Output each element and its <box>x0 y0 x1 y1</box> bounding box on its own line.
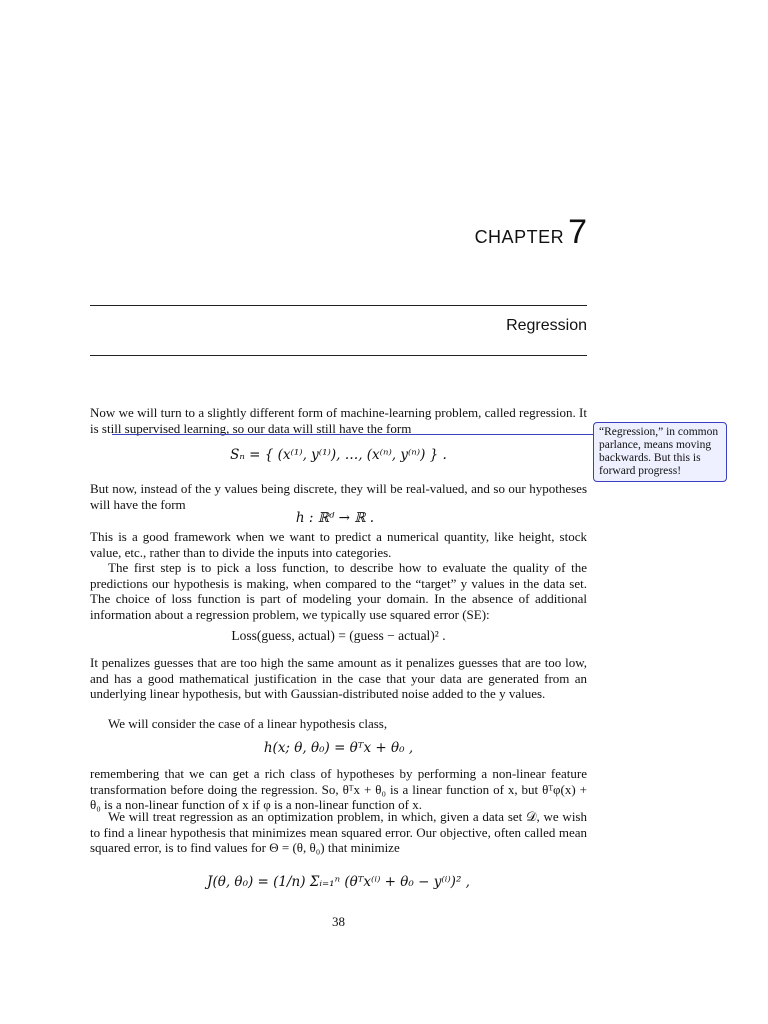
paragraph-6: We will consider the case of a linear hypothesis class, <box>108 716 388 731</box>
page-number: 38 <box>332 914 345 929</box>
margin-note: “Regression,” in common parlance, means moving backwards. But this is forward progress! <box>593 422 727 482</box>
paragraph-3: This is a good framework when we want to predict a numerical quantity, like height, stock value, etc., rather than to divide the inputs into categories. <box>90 529 587 560</box>
section-title: Regression <box>506 317 587 334</box>
equation-hypothesis-form: h : ℝᵈ → ℝ . <box>295 510 375 526</box>
paragraph-8: We will treat regression as an optimization problem, in which, given a data set 𝒟, we wish to find a linear hypothesis that minimizes mean squared error. Our objective, often called mean squared error, is to find values for Θ = (θ, θ₀) that minimize <box>90 809 587 855</box>
bottom-rule <box>90 355 587 356</box>
paragraph-1: Now we will turn to a slightly different form of machine-learning problem, called regression. It is still supervised learning, so our data will still have the form <box>90 405 587 436</box>
chapter-word: CHAPTER <box>474 227 565 247</box>
paragraph-4: The first step is to pick a loss function, to describe how to evaluate the quality of the predictions our hypothesis is making, when compared to the “target” y values in the data set. The choice of loss function is part of modeling your domain. In the absence of additional information about a regression problem, we typically use squared error (SE): <box>90 560 587 622</box>
equation-squared-loss: Loss(guess, actual) = (guess − actual)² . <box>231 628 446 643</box>
chapter-heading <box>300 213 587 252</box>
paragraph-5: It penalizes guesses that are too high the same amount as it penalizes guesses that are too low, and has a good mathematical justification in the case that your data are generated from an underlying linear hypothesis, but with Gaussian-distributed noise added to the y values. <box>90 655 587 701</box>
top-rule <box>90 305 587 306</box>
margin-note-link <box>112 434 586 435</box>
paragraph-2: But now, instead of the y values being discrete, they will be real-valued, and so our hypotheses will have the form <box>90 481 587 512</box>
equation-linear-hypothesis: h(x; θ, θ₀) = θᵀx + θ₀ , <box>263 740 414 756</box>
equation-objective: J(θ, θ₀) = (1/n) Σᵢ₌₁ⁿ (θᵀx⁽ⁱ⁾ + θ₀ − y⁽ⁱ⁾)² , <box>207 874 470 890</box>
margin-note-link-end <box>586 434 593 435</box>
paragraph-7: remembering that we can get a rich class of hypotheses by performing a non-linear feature transformation before doing the regression. So, θᵀx + θ₀ is a linear function of x, but θᵀφ(x) + θ₀ is a non-linear function of x if φ is a non-linear function of x. <box>90 766 587 812</box>
equation-dataset: Sₙ = { (x⁽¹⁾, y⁽¹⁾), …, (x⁽ⁿ⁾, y⁽ⁿ⁾) } . <box>230 447 447 463</box>
chapter-number: 7 <box>568 213 587 251</box>
